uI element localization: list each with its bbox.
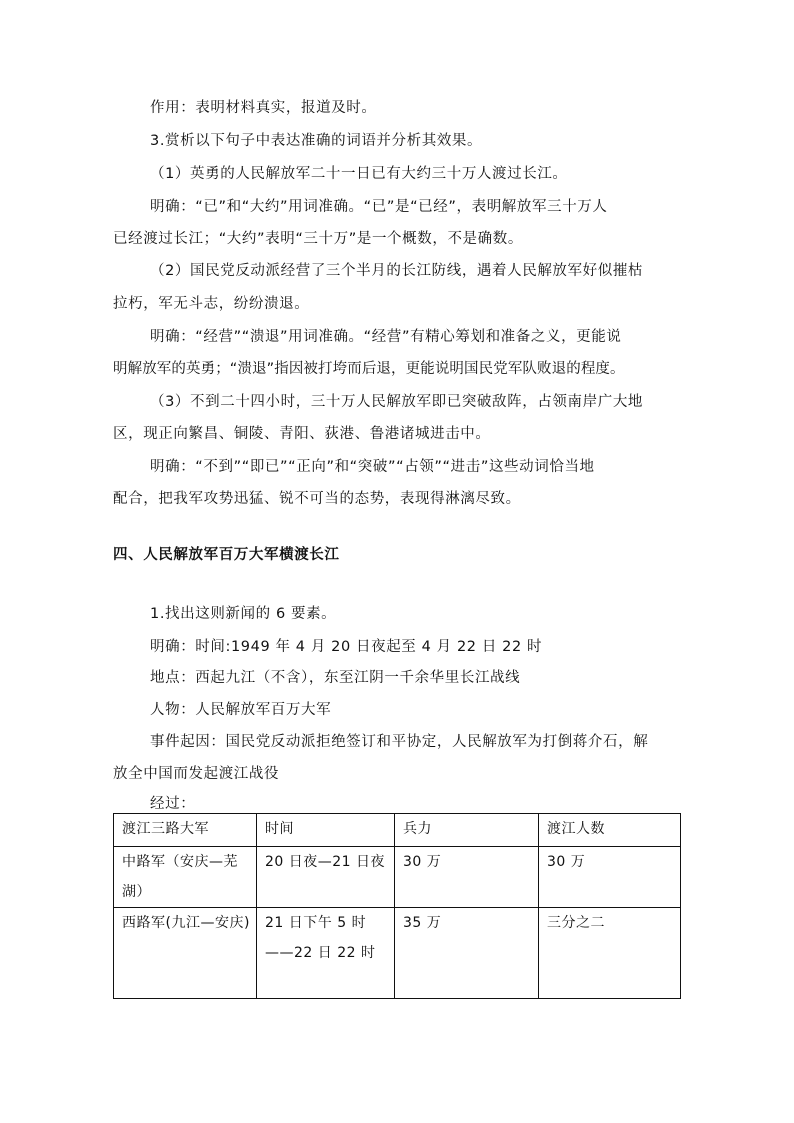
text-line: 3.赏析以下句子中表达准确的词语并分析其效果。 <box>150 133 483 149</box>
table-cell <box>538 847 680 908</box>
table-cell-text: 35 万 <box>402 915 442 931</box>
text-line: 明确：“已”和“大约”用词准确。“已”是“已经”，表明解放军三十万人 <box>150 199 608 215</box>
text-line: 人物：人民解放军百万大军 <box>150 702 332 718</box>
table-cell <box>257 908 395 999</box>
table-cell-text: 20 日夜—21 日夜 <box>265 854 386 870</box>
crossing-table <box>113 813 681 999</box>
text-line: 事件起因：国民党反动派拒绝签订和平协定，人民解放军为打倒蒋介石，解 <box>150 734 649 750</box>
table-header-cell: 渡江人数 <box>538 814 680 847</box>
text-line: 拉朽，军无斗志，纷纷溃退。 <box>113 296 310 312</box>
text-line: （2）国民党反动派经营了三个半月的长江防线，遇着人民解放军好似摧枯 <box>150 263 644 279</box>
table-header-cell: 时间 <box>257 814 395 847</box>
table-header-row <box>114 814 681 847</box>
table-cell <box>257 847 395 908</box>
table-cell <box>114 847 257 908</box>
table-cell-text: 西路军(九江—安庆) <box>122 915 250 931</box>
section-heading: 四、人民解放军百万大军横渡长江 <box>113 547 340 563</box>
text-line: 区，现正向繁昌、铜陵、青阳、荻港、鲁港诸城进击中。 <box>113 426 491 442</box>
table-row <box>114 847 681 908</box>
table-cell <box>114 908 257 999</box>
text-line: 地点：西起九江（不含），东至江阴一千余华里长江战线 <box>150 670 521 686</box>
text-line: 配合，把我军攻势迅猛、锐不可当的态势，表现得淋漓尽致。 <box>113 491 521 507</box>
text-line: （1）英勇的人民解放军二十一日已有大约三十万人渡过长江。 <box>150 166 568 182</box>
table-cell-text: 三分之二 <box>546 915 605 931</box>
text-line: （3）不到二十四小时，三十万人民解放军即已突破敌阵，占领南岸广大地 <box>150 394 644 410</box>
text-line: 作用：表明材料真实，报道及时。 <box>150 100 377 116</box>
text-line: 放全中国而发起渡江战役 <box>113 766 280 782</box>
text-line: 明确：“经营”“溃退”用词准确。“经营”有精心筹划和准备之义，更能说 <box>150 329 622 345</box>
text-line: 已经渡过长江；“大约”表明“三十万”是一个概数，不是确数。 <box>113 231 523 247</box>
text-line: 经过： <box>150 796 196 812</box>
table-header-cell: 兵力 <box>394 814 538 847</box>
text-line: 明解放军的英勇；“溃退”指因被打垮而后退，更能说明国民党军队败退的程度。 <box>113 361 625 377</box>
table-header-cell: 渡江三路大军 <box>114 814 257 847</box>
table-cell-text: 21 日下午 5 时——22 日 22 时 <box>265 915 376 961</box>
text-line: 1.找出这则新闻的 6 要素。 <box>150 606 337 622</box>
table-cell-text: 30 万 <box>546 854 586 870</box>
table-cell <box>394 847 538 908</box>
table-row <box>114 908 681 999</box>
table-cell <box>394 908 538 999</box>
text-line: 明确：“不到”“即已”“正向”和“突破”“占领”“进击”这些动词恰当地 <box>150 459 595 475</box>
table-cell-text: 中路军（安庆—芜湖） <box>122 854 238 900</box>
text-line: 明确：时间:1949 年 4 月 20 日夜起至 4 月 22 日 22 时 <box>150 639 543 655</box>
table-cell-text: 30 万 <box>402 854 442 870</box>
table-cell <box>538 908 680 999</box>
